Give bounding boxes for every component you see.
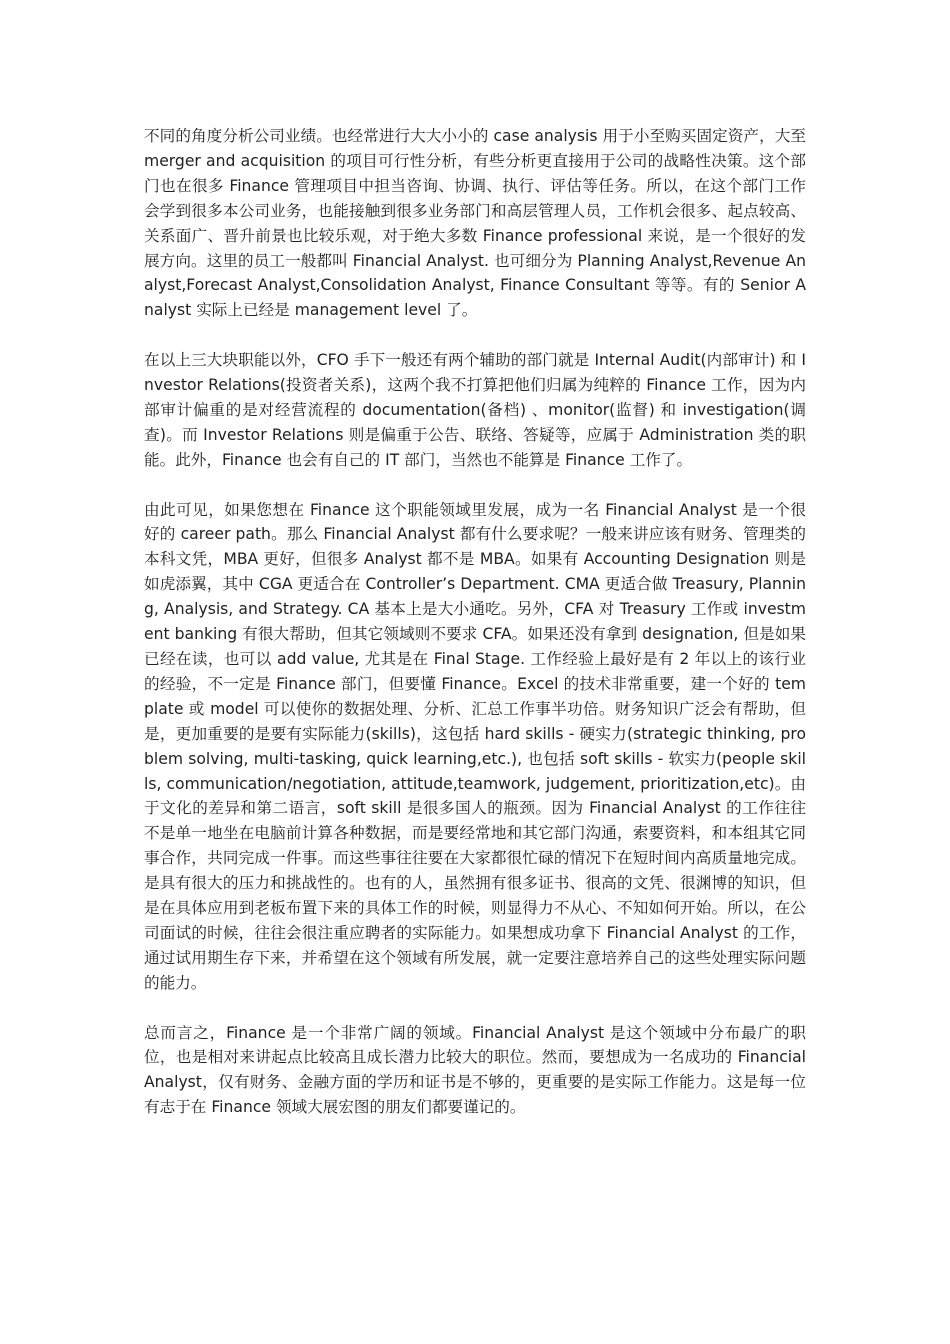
paragraph-financial-analysis-department: 不同的角度分析公司业绩。也经常进行大大小小的 case analysis 用于小至购买固定资产，大至 merger and acquisition 的项目可行性分析，有些分析更直接用于公司的战略性决策。这个部门也在很多 Finance 管理项目中担当咨询、协调、执行、评估等任务。所以，在这个部门工作会学到很多本公司业务，也能接触到很多业务部门和高层管理人员，工作机会很多、起点较高、关系面广、晋升前景也比较乐观，对于绝大多数 Finance professional 来说，是一个很好的发展方向。这里的员工一般都叫 Financial Analyst. 也可细分为 Planning Analyst,Revenue Analyst,Forecast Analyst,Consolidation Analyst, Finance Consultant 等等。有的 Senior Analyst 实际上已经是 management level 了。 xyxy=(144,127,806,320)
paragraph-financial-analyst-requirements: 由此可见，如果您想在 Finance 这个职能领域里发展，成为一名 Financial Analyst 是一个很好的 career path。那么 Financial Analyst 都有什么要求呢？一般来讲应该有财务、管理类的本科文凭，MBA 更好，但很多 Analyst 都不是 MBA。如果有 Accounting Designation 则是如虎添翼，其中 CGA 更适合在 Controller’s Department. CMA 更适合做 Treasury, Planning, Analysis, and Strategy. CA 基本上是大小通吃。另外，CFA 对 Treasury 工作或 investment banking 有很大帮助，但其它领域则不要求 CFA。如果还没有拿到 designation, 但是如果已经在读，也可以 add value, 尤其是在 Final Stage. 工作经验上最好是有 2 年以上的该行业的经验，不一定是 Finance 部门，但要懂 Finance。Excel 的技术非常重要，建一个好的 template 或 model 可以使你的数据处理、分析、汇总工作事半功倍。财务知识广泛会有帮助，但是，更加重要的是要有实际能力(skills)，这包括 hard skills - 硬实力(strategic thinking, problem solving, multi-tasking, quick learning,etc.), 也包括 soft skills - 软实力(people skills, communication/negotiation, attitude,teamwork, judgement, prioritization,etc)。由于文化的差异和第二语言，soft skill 是很多国人的瓶颈。因为 Financial Analyst 的工作往往不是单一地坐在电脑前计算各种数据，而是要经常地和其它部门沟通，索要资料，和本组其它同事合作，共同完成一件事。而这些事往往要在大家都很忙碌的情况下在短时间内高质量地完成。是具有很大的压力和挑战性的。也有的人，虽然拥有很多证书、很高的文凭、很渊博的知识，但是在具体应用到老板布置下来的具体工作的时候，则显得力不从心、不知如何开始。所以，在公司面试的时候，往往会很注重应聘者的实际能力。如果想成功拿下 Financial Analyst 的工作，通过试用期生存下来，并希望在这个领域有所发展，就一定要注意培养自己的这些处理实际问题的能力。 xyxy=(144,500,806,992)
document-body xyxy=(144,124,806,1120)
paragraph-auxiliary-departments: 在以上三大块职能以外，CFO 手下一般还有两个辅助的部门就是 Internal Audit(内部审计) 和 Investor Relations(投资者关系)，这两个我不打算把他们归属为纯粹的 Finance 工作，因为内部审计偏重的是对经营流程的 documentation(备档) 、monitor(监督) 和 investigation(调查)。而 Investor Relations 则是偏重于公告、联络、答疑等，应属于 Administration 类的职能。此外，Finance 也会有自己的 IT 部门，当然也不能算是 Finance 工作了。 xyxy=(144,351,806,469)
paragraph-conclusion: 总而言之，Finance 是一个非常广阔的领域。Financial Analyst 是这个领域中分布最广的职位，也是相对来讲起点比较高且成长潜力比较大的职位。然而，要想成为一名成功的 Financial Analyst，仅有财务、金融方面的学历和证书是不够的，更重要的是实际工作能力。这是每一位有志于在 Finance 领域大展宏图的朋友们都要谨记的。 xyxy=(144,1023,806,1117)
